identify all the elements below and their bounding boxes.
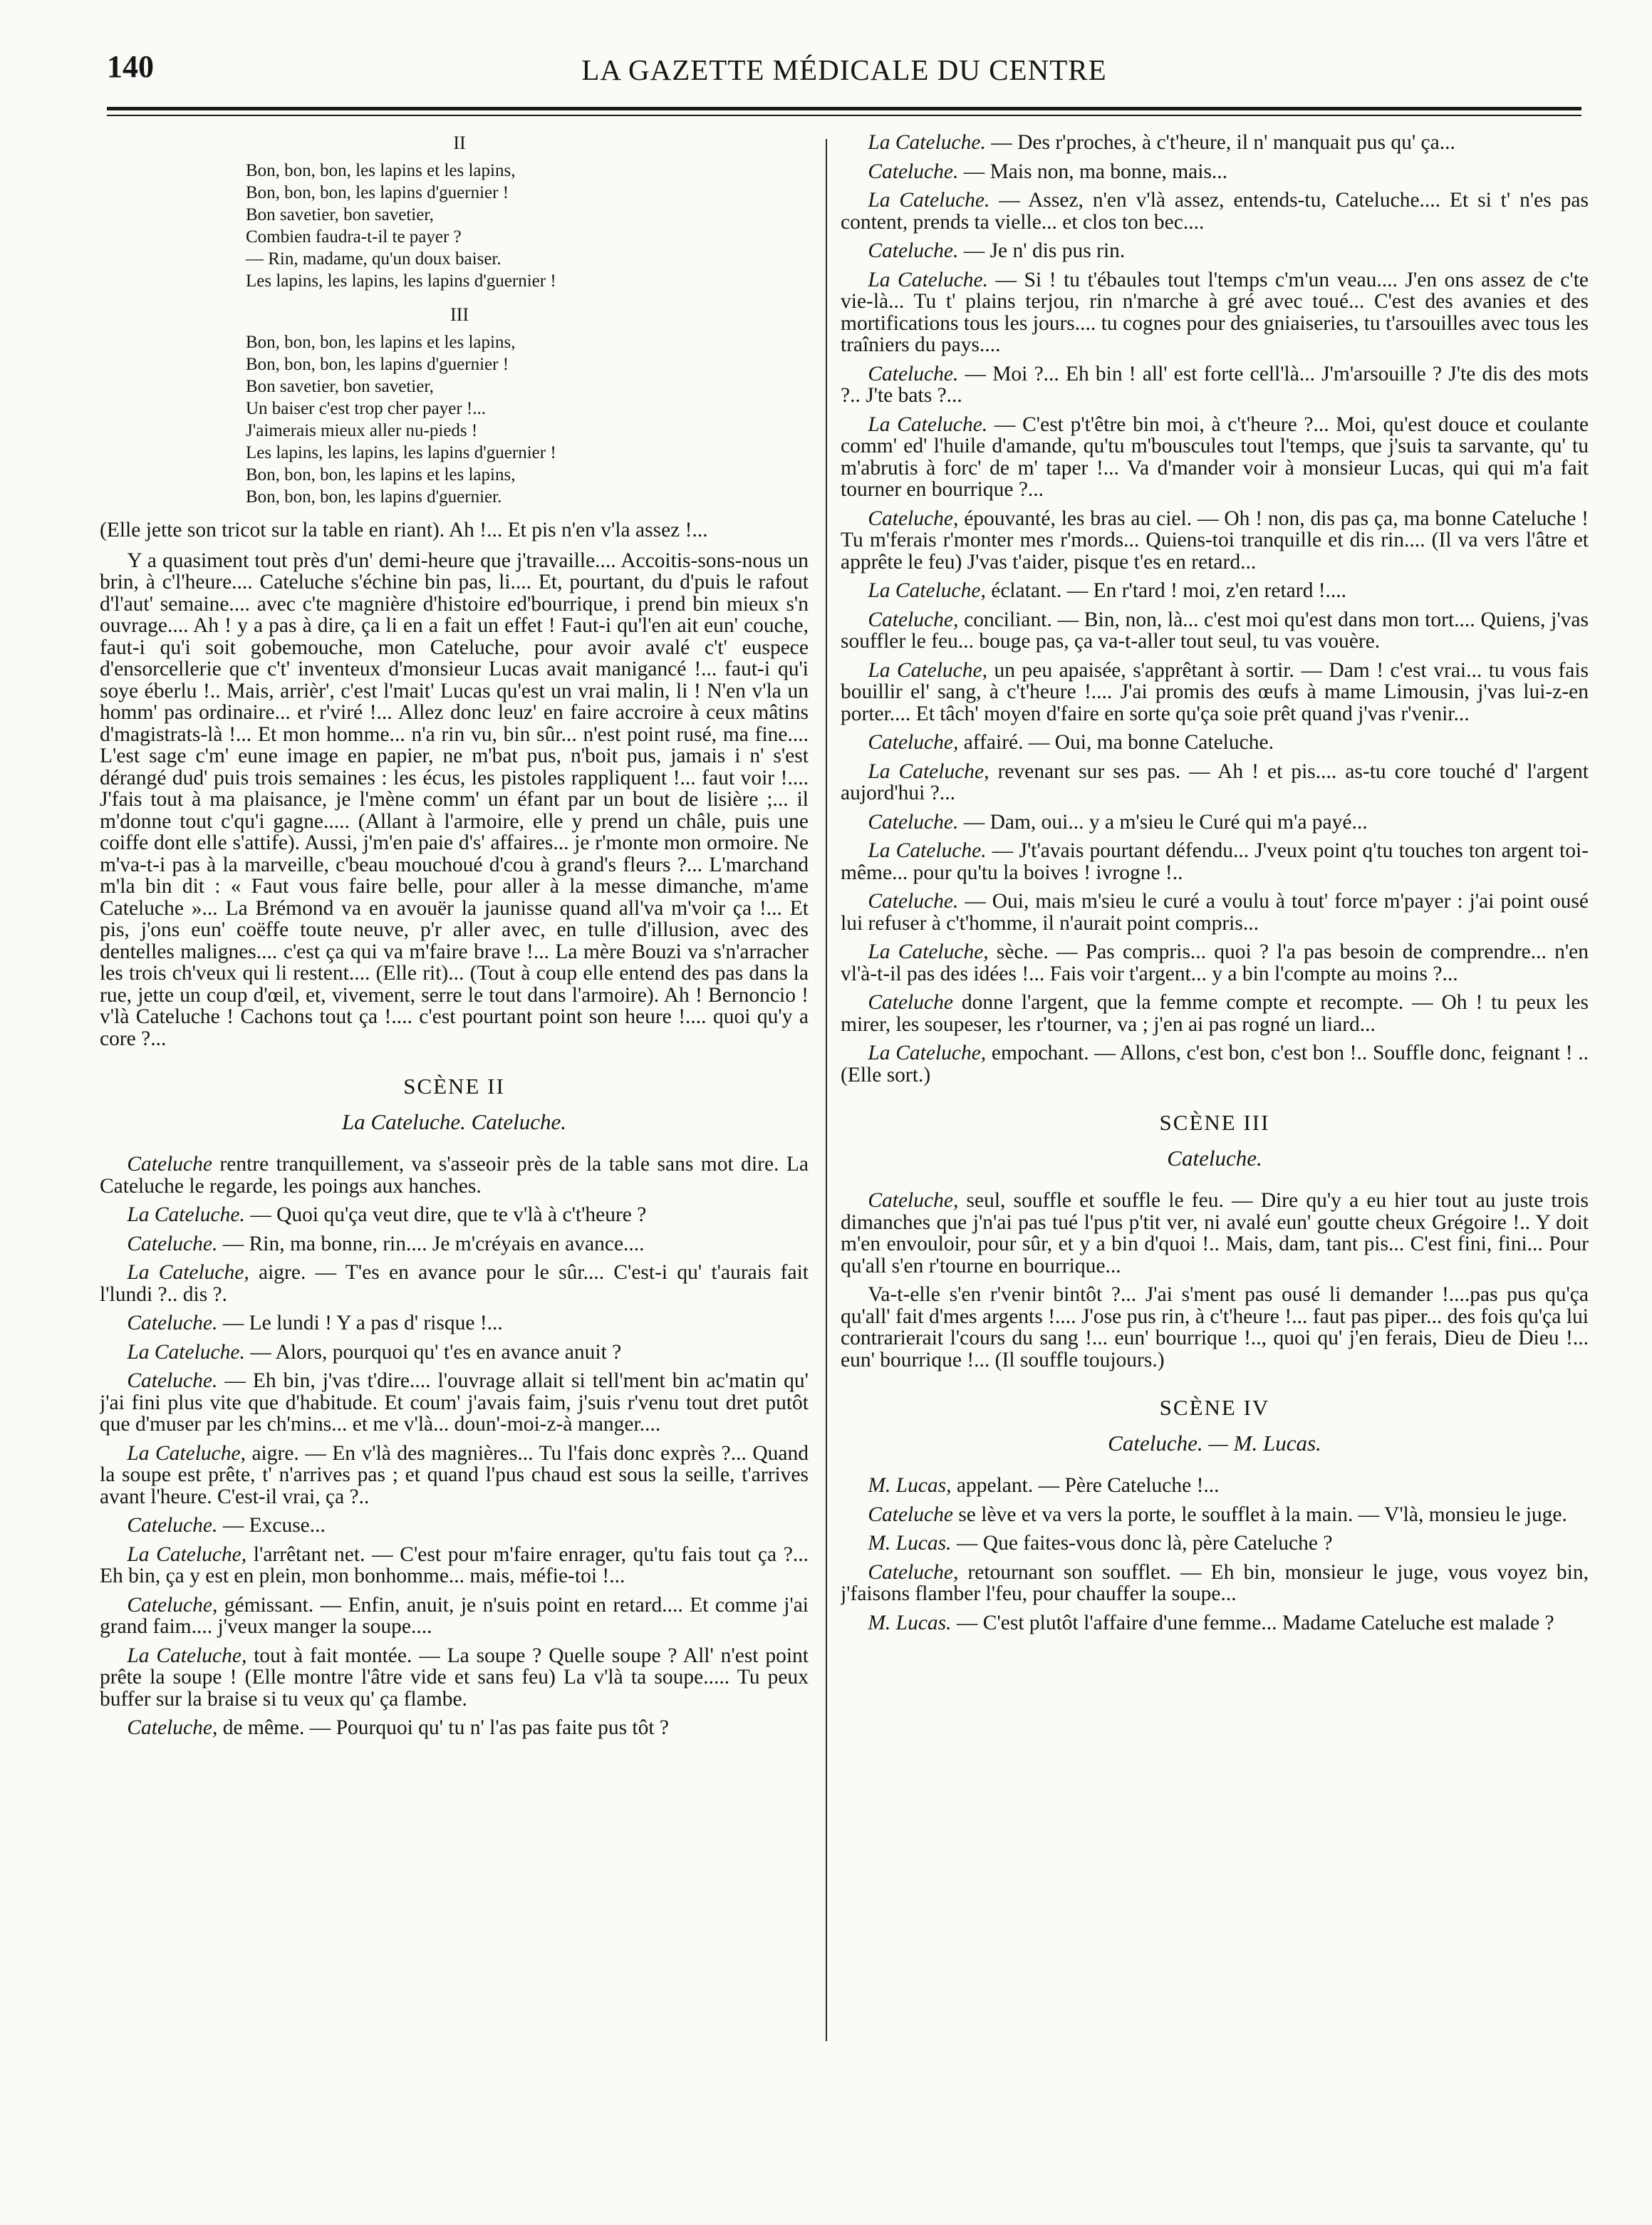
dialogue-line: [841, 508, 1589, 574]
dialogue-text: — Des r'proches, à c't'heure, il n' manquait pus qu' ça...: [985, 132, 1455, 154]
dialogue-text: — Je n' dis pus rin.: [958, 239, 1126, 262]
speaker-name: Cateluche.: [868, 160, 959, 183]
dialogue-line: [841, 190, 1589, 233]
dialogue-text: éclatant. — En r'tard ! moi, z'en retard !....: [985, 579, 1347, 602]
dialogue-line: [841, 761, 1589, 804]
dialogue-text: — C'est plutôt l'affaire d'une femme... Madame Cateluche est malade ?: [951, 1611, 1554, 1634]
speaker-name: La Cateluche.: [868, 839, 987, 862]
speaker-name: La Cateluche.: [127, 1203, 245, 1226]
scene-cast: Cateluche.: [1167, 1146, 1262, 1171]
dialogue-text: seul, souffle et souffle le feu. — Dire qu'y a eu hier tout au juste trois dimanches que j'n'ai pas tué l'pus p'tit ver, ni avalé eun' goutte cheux Grégoire !.. Y doit m'en envouloir, pour sûr, et y a bin d'quoi !.. Mais, dam, tant pis... C'est fini, fini... Pour qu'all s'en r'tourne en bourrique...: [841, 1189, 1589, 1277]
dialogue-text: revenant sur ses pas. — Ah ! et pis.... as-tu core touché d' l'argent aujord'hui ?...: [841, 759, 1589, 804]
song-line: Les lapins, les lapins, les lapins d'guernier !: [246, 271, 556, 291]
dialogue-text: de même. — Pourquoi qu' tu n' l'as pas faite pus tôt ?: [217, 1716, 670, 1739]
dialogue-line: [100, 1233, 809, 1255]
stanza-number: III: [450, 304, 469, 325]
dialogue-text: donne l'argent, que la femme compte et recompte. — Oh ! tu peux les mirer, les soupeser, les r'tourner, va ; j'en ai pas rogné un liard...: [841, 991, 1589, 1036]
song-line: Bon, bon, bon, les lapins d'guernier !: [246, 355, 509, 374]
dialogue-text: sèche. — Pas compris... quoi ? l'a pas besoin de comprendre... n'en vl'à-t-il pas des idées !... Fais voir t'argent... y a bin l'compte au moins ?...: [841, 940, 1589, 985]
dialogue-line: [841, 1504, 1589, 1526]
speaker-name: Cateluche.: [127, 1369, 218, 1392]
dialogue-line: [841, 732, 1589, 754]
dialogue-text: épouvanté, les bras au ciel. — Oh ! non, dis pas ça, ma bonne Cateluche ! Tu m'ferais r'monter mes r'mords... Quiens-toi tranquille et dis rin.... (Il va vers l'âtre et apprête le feu) J'vas t'aider, pisque t'es en retard...: [841, 507, 1589, 574]
speaker-name: Cateluche.: [127, 1514, 218, 1537]
dialogue-line: [100, 1717, 809, 1739]
page-number: 140: [107, 49, 154, 84]
dialogue-text: se lève et va vers la porte, le soufflet à la main. — V'là, monsieu le juge.: [952, 1503, 1567, 1526]
dialogue-line: [841, 269, 1589, 356]
stanza: [246, 132, 809, 292]
song-line: Bon, bon, bon, les lapins et les lapins,: [246, 161, 516, 180]
dialogue-text: rentre tranquillement, va s'asseoir près de la table sans mot dire. La Cateluche le regarde, les poings aux hanches.: [100, 1153, 809, 1198]
dialogue-line: [100, 1515, 809, 1537]
monologue-paragraph: Y a quasiment tout près d'un' demi-heure que j'travaille.... Accoitis-sons-nous un brin, à c'l'heure.... Cateluche s'échine bin pas, li.... Et, pourtant, du d'puis le rafout d'l'aut' semaine.... avec c'te magnière d'histoire ed'bourrique, i prend bin mieux s'n ouvrage.... Ah ! y a pas à dire, ça li en a fait un effet ! Faut-i qu'l'en ait eun' couche, faut-i qu'i soit gobemouche, mon Cateluche, pour avoir avalé c't' euspece d'ensorcellerie que c't' inventeux d'monsieur Lucas avait manigancé !... faut-i qu'i soye éberlu !.. Mais, arrièr', c'est l'mait' Lucas qu'est un vrai malin, li ! N'en v'la un homm' pas ordinaire... et r'viré !... Allez donc leuz' en faire accroire à ceux mâtins d'magistrats-là !... Et mon homme... n'a rin vu, bin sûr... n'est point rusé, ma fine.... L'est sage c'm' eune image en papier, ne m'bat pus, n'boit pus, jamais i n' s'est dérangé dud' puis trois semaines : les écus, les pistoles rappliquent !... faut voir !.... J'fais tout à ma plaisance, je l'mène comm' un éfant par un bout de lisière ;... il m'donne tout c'qu'i gagne..... (Allant à l'armoire, elle y prend un châle, puis une coiffe dont elle s'attife). Aussi, j'm'en paie d's' affaires... je r'monte mon ormoire. Ne m'va-t-i pas à la marveille, c'beau mouchoué d'cou à grand's fleurs ?... L'marchand m'la bin dit : « Faut vous faire belle, pour aller à la messe dimanche, m'ame Cateluche »... La Brémond va en avouër la jaunisse quand all'va m'voir ça !... Et pis, j'ons eun' coëffe toute neuve, p'r aller avec, en tulle d'illusion, avec des dentelles malignes.... c'est ça qui va m'faire brave !... La mère Bouzi va s'n'arracher les trois ch'veux qui li restent.... (Elle rit)... (Tout à coup elle entend des pas dans la rue, jette un coup d'œil, et, vivement, serre le tout dans l'armoire). Ah ! Bernoncio ! v'là Cateluche ! Cachons tout ça !.... c'est pourtant point son heure !.... quoi qu'y a core ?...: [100, 549, 809, 1050]
song-line: Bon, bon, bon, les lapins d'guernier !: [246, 183, 509, 202]
song-line: J'aimerais mieux aller nu-pieds !: [246, 421, 478, 440]
dialogue-text: — Moi ?... Eh bin ! all' est forte cell'là... J'm'arsouille ? J'te dis des mots ?.. J'te bats ?...: [841, 362, 1589, 407]
speaker-name: Cateluche,: [127, 1716, 218, 1739]
song-line: — Rin, madame, qu'un doux baiser.: [246, 249, 502, 269]
stanza: [246, 304, 809, 508]
dialogue-line: [841, 132, 1589, 154]
song-line: Combien faudra-t-il te payer ?: [246, 227, 462, 247]
speaker-name: La Cateluche,: [868, 1042, 987, 1064]
dialogue-line: [100, 1370, 809, 1436]
speaker-name: Cateluche.: [868, 239, 959, 262]
dialogue-line: [100, 1204, 809, 1226]
dialogue-line: [841, 840, 1589, 883]
column-divider: [826, 139, 827, 2041]
speaker-name: La Cateluche,: [868, 579, 986, 602]
speaker-name: Cateluche,: [868, 731, 959, 754]
stage-paragraph: (Elle jette son tricot sur la table en riant). Ah !... Et pis n'en v'la assez !...: [100, 519, 708, 541]
dialogue-line: [100, 1443, 809, 1508]
speaker-name: Cateluche: [868, 991, 953, 1014]
dialogue-text: Va-t-elle s'en r'venir bintôt ?... J'ai s'ment pas ousé li demander !....pas pus qu'ça qu'all' fait d'mes argents !.... J'ose pus rin, à c't'heure !... faut pas piper... des fois qu'ça lui contrarierait l'cours du sang !... eun' bourrique !.., quoi qu' j'en ferais, Dieu de Dieu !... eun' bourrique !... (Il souffle toujours.): [841, 1283, 1589, 1371]
speaker-name: La Cateluche.: [868, 189, 990, 212]
speaker-name: Cateluche: [127, 1153, 212, 1176]
right-column: [841, 132, 1589, 2084]
dialogue-text: retournant son soufflet. — Eh bin, monsieur le juge, vous voyez bin, j'faisons flamber l'feu, pour chauffer la soupe...: [841, 1560, 1589, 1605]
dialogue-text: appelant. — Père Cateluche !...: [951, 1474, 1220, 1497]
dialogue: [841, 1475, 1589, 1634]
speaker-name: M. Lucas.: [868, 1532, 952, 1555]
dialogue-text: — Mais non, ma bonne, mais...: [958, 160, 1228, 183]
speaker-name: La Cateluche.: [127, 1340, 245, 1364]
song-line: Les lapins, les lapins, les lapins d'guernier !: [246, 443, 556, 462]
dialogue: [841, 132, 1589, 1086]
dialogue-text: — Assez, n'en v'là assez, entends-tu, Cateluche.... Et si t' n'es pas content, prends ta vielle... et clos ton bec....: [841, 189, 1589, 234]
speaker-name: La Cateluche.: [868, 413, 988, 436]
dialogue-line: [100, 1645, 809, 1711]
stanza-number: II: [453, 133, 466, 153]
dialogue-line: [100, 1342, 809, 1364]
dialogue-line: [841, 1612, 1589, 1634]
monologue-line: [841, 1190, 1589, 1277]
dialogue-line: [841, 1562, 1589, 1605]
dialogue-text: empochant. — Allons, c'est bon, c'est bon !.. Souffle donc, feignant ! ..(Elle sort.): [841, 1042, 1589, 1086]
speaker-name: Cateluche.: [868, 890, 959, 913]
dialogue: [100, 1153, 809, 1739]
speaker-name: La Cateluche.: [868, 268, 989, 291]
dialogue-text: — Que faites-vous donc là, père Cateluche ?: [951, 1532, 1333, 1555]
dialogue-text: — Dam, oui... y a m'sieu le Curé qui m'a payé...: [958, 810, 1368, 834]
monologue: [841, 1190, 1589, 1371]
song-line: Bon, bon, bon, les lapins d'guernier.: [246, 487, 502, 507]
scene-title: SCÈNE IV: [1159, 1395, 1270, 1420]
dialogue-line: [841, 1532, 1589, 1555]
dialogue-line: [100, 1312, 809, 1334]
dialogue-text: — Le lundi ! Y a pas d' risque !...: [217, 1312, 503, 1334]
dialogue-text: conciliant. — Bin, non, là... c'est moi qu'est dans mon tort.... Quiens, j'vas souffler le feu... bouge pas, ça va-t-aller tout seul, tu vas vouère.: [841, 608, 1589, 653]
speaker-name: Cateluche,: [868, 1189, 959, 1212]
scene-title: SCÈNE II: [403, 1074, 505, 1099]
dialogue-line: [841, 992, 1589, 1035]
speaker-name: La Cateluche,: [127, 1542, 247, 1566]
speaker-name: Cateluche.: [127, 1232, 218, 1255]
dialogue-text: un peu apaisée, s'apprêtant à sortir. — Dam ! c'est vrai... tu vous fais bouillir el' sang, à c't'heure !.... J'ai promis des œufs à mame Limousin, j'vas lui-z-en porter.... Et tâch' moyen d'faire en sorte qu'ça soie prêt quand j'vas r'venir...: [841, 658, 1589, 725]
speaker-name: La Cateluche,: [127, 1441, 246, 1465]
dialogue-line: [100, 1153, 809, 1197]
dialogue-line: [841, 580, 1589, 602]
speaker-name: Cateluche,: [868, 608, 959, 631]
dialogue-text: gémissant. — Enfin, anuit, je n'suis point en retard.... Et comme j'ai grand faim.... j'veux manger la soupe....: [100, 1593, 809, 1638]
song-verses: [246, 132, 809, 508]
speaker-name: La Cateluche,: [127, 1261, 249, 1284]
scene-cast: Cateluche. — M. Lucas.: [1108, 1431, 1321, 1456]
song-line: Bon savetier, bon savetier,: [246, 205, 434, 224]
dialogue-text: — J't'avais pourtant défendu... J'veux point q'tu touches ton argent toi-même... pour qu'tu la boives ! ivrogne !..: [841, 839, 1589, 884]
speaker-name: Cateluche,: [868, 1560, 959, 1584]
header-rule: [107, 107, 1581, 110]
dialogue-text: aigre. — En v'là des magnières... Tu l'fais donc exprès ?... Quand la soupe est prête, t' n'arrives pas ; et quand l'pus chaud est sous la seille, t'arrives avant l'heure. C'est-il vrai, ça ?..: [100, 1441, 809, 1508]
dialogue-line: [100, 1594, 809, 1638]
scene-title: SCÈNE III: [1159, 1110, 1270, 1135]
speaker-name: M. Lucas,: [868, 1474, 952, 1497]
dialogue-text: — Rin, ma bonne, rin.... Je m'créyais en avance....: [217, 1232, 645, 1255]
dialogue-text: tout à fait montée. — La soupe ? Quelle soupe ? All' n'est point prête la soupe ! (Elle montre l'âtre vide et sans feu) La v'là ta soupe..... Tu peux buffer sur la braise si tu veux qu' ça flambe.: [100, 1644, 809, 1711]
dialogue-text: affairé. — Oui, ma bonne Cateluche.: [958, 731, 1274, 754]
dialogue-text: — Excuse...: [217, 1514, 326, 1537]
speaker-name: Cateluche: [868, 1503, 953, 1526]
monologue-line: [841, 1284, 1589, 1371]
speaker-name: Cateluche.: [868, 362, 959, 385]
scene-cast: La Cateluche. Cateluche.: [341, 1109, 567, 1134]
left-column: [100, 132, 809, 2084]
song-line: Un baiser c'est trop cher payer !...: [246, 399, 486, 418]
speaker-name: La Cateluche,: [868, 759, 989, 783]
header-rule-thin: [107, 115, 1581, 116]
dialogue-line: [841, 1042, 1589, 1086]
dialogue-line: [841, 660, 1589, 725]
dialogue-line: [100, 1544, 809, 1587]
dialogue-line: [841, 891, 1589, 934]
dialogue-text: — Eh bin, j'vas t'dire.... l'ouvrage allait si tell'ment bin ac'matin qu' j'ai fini plus vite que d'habitude. Et coum' j'avais faim, j'suis r'venu tout dret putôt que d'muser par les ch'mins... et me v'là... doun'-moi-z-à manger....: [100, 1369, 809, 1436]
dialogue-text: — C'est p't'être bin moi, à c't'heure ?... Moi, qu'est douce et coulante comm' ed' l'huile d'amande, qu'tu m'bouscules tout l'temps, que j'suis ta sarvante, qu' tu m'abrutis à forc' de m' taper !... Va d'mander voir à monsieur Lucas, qui qui m'a fait tourner en bourrique ?...: [841, 413, 1589, 501]
dialogue-line: [841, 609, 1589, 653]
dialogue-line: [841, 1475, 1589, 1497]
song-line: Bon, bon, bon, les lapins et les lapins,: [246, 465, 516, 484]
speaker-name: La Cateluche,: [127, 1644, 247, 1667]
speaker-name: La Cateluche,: [868, 658, 987, 682]
speaker-name: Cateluche.: [127, 1312, 218, 1334]
dialogue-line: [841, 941, 1589, 985]
dialogue-text: — Alors, pourquoi qu' t'es en avance anuit ?: [244, 1340, 622, 1364]
dialogue-line: [841, 161, 1589, 183]
dialogue-line: [841, 363, 1589, 407]
speaker-name: La Cateluche.: [868, 132, 986, 154]
speaker-name: La Cateluche,: [868, 940, 989, 963]
dialogue-text: aigre. — T'es en avance pour le sûr.... C'est-i qu' t'aurais fait l'lundi ?.. dis ?.: [100, 1261, 809, 1306]
speaker-name: Cateluche,: [127, 1593, 218, 1617]
dialogue-text: — Si ! tu t'ébaules tout l'temps c'm'un veau.... J'en ons assez de c'te vie-là... Tu t' plains terjou, rin n'marche à gré avec toué... C'est des avanies et des mortifications tous les jours.... tu cognes pour des gniaiseries, tu t'arsouilles avec tous les traîniers du pays....: [841, 268, 1589, 356]
journal-title: LA GAZETTE MÉDICALE DU CENTRE: [581, 53, 1107, 86]
song-line: Bon savetier, bon savetier,: [246, 377, 434, 396]
dialogue-line: [841, 414, 1589, 501]
dialogue-line: [841, 240, 1589, 262]
dialogue-text: — Quoi qu'ça veut dire, que te v'là à c't'heure ?: [244, 1203, 647, 1226]
speaker-name: Cateluche.: [868, 810, 959, 834]
speaker-name: M. Lucas.: [868, 1611, 952, 1634]
dialogue-line: [841, 811, 1589, 834]
dialogue-text: l'arrêtant net. — C'est pour m'faire enrager, qu'tu fais tout ça ?... Eh bin, ça y est en plein, mon bonhomme... mais, méfie-toi !...: [100, 1542, 809, 1587]
song-line: Bon, bon, bon, les lapins et les lapins,: [246, 333, 516, 352]
dialogue-line: [100, 1262, 809, 1305]
page-header: [107, 48, 1581, 105]
dialogue-text: — Oui, mais m'sieu le curé a voulu à tout' force m'payer : j'ai point ousé lui refuser à c't'homme, il n'aurait point compris...: [841, 890, 1589, 935]
speaker-name: Cateluche,: [868, 507, 959, 530]
